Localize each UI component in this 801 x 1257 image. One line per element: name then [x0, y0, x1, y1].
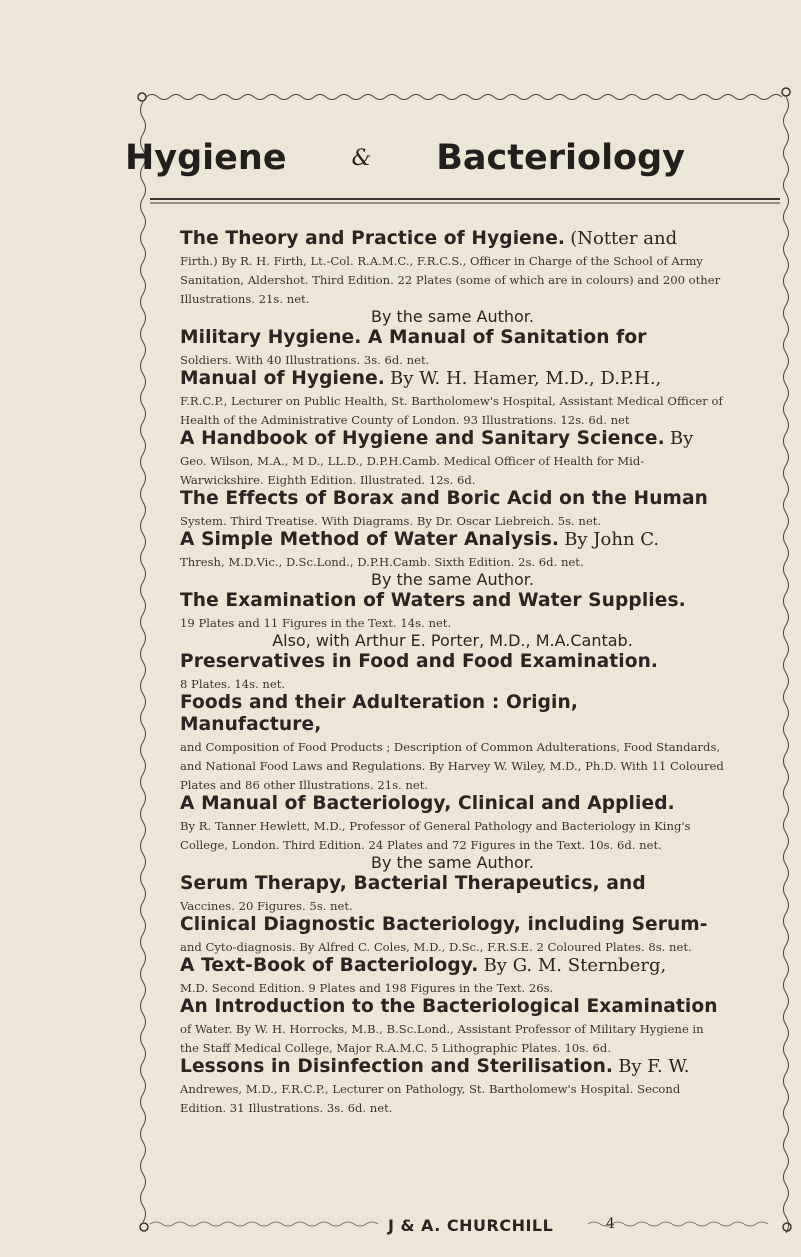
header-hygiene: Hygiene [125, 138, 287, 178]
book-title: A Handbook of Hygiene and Sanitary Science. [180, 428, 665, 449]
book-entry-preservatives-in-food [180, 651, 725, 692]
book-title-tail: By John C. [564, 529, 660, 550]
book-title: An Introduction to the Bacteriological Examination [180, 996, 718, 1017]
ampersand-ornament: & [351, 145, 372, 171]
same-author-note: By the same Author. [370, 853, 534, 872]
book-details: Soldiers. With 40 Illustrations. 3s. 6d. net. [180, 353, 430, 367]
book-title: The Examination of Waters and Water Supplies. [180, 590, 686, 611]
book-entry-manual-bacteriology [180, 793, 725, 853]
book-entry-bacteriological-examination-water [180, 996, 725, 1056]
book-details: By R. Tanner Hewlett, M.D., Professor of General Pathology and Bacteriology in King's College, London. Third Edition. 24 Plates and 72 Figures in the Text. 10s. 6d. net. [180, 819, 691, 852]
book-entry-disinfection-sterilisation [180, 1056, 725, 1116]
same-author-note: By the same Author. [370, 570, 534, 589]
book-entry-theory-practice-hygiene [180, 228, 725, 307]
book-title: A Simple Method of Water Analysis. [180, 529, 560, 550]
book-title: Clinical Diagnostic Bacteriology, including Serum- [180, 914, 708, 935]
book-details: F.R.C.P., Lecturer on Public Health, St. Bartholomew's Hospital, Assistant Medical Officer of Health of the Administrative County of London. 93 Illustrations. 12s. 6d. net [180, 394, 723, 427]
book-title: Military Hygiene. A Manual of Sanitation for [180, 327, 647, 348]
book-title-tail: By [669, 428, 694, 449]
book-title: A Text-Book of Bacteriology. [180, 955, 479, 976]
book-title: Serum Therapy, Bacterial Therapeutics, and [180, 873, 646, 894]
book-entry-handbook-hygiene-sanitary [180, 428, 725, 488]
book-details: 8 Plates. 14s. net. [180, 677, 286, 691]
book-title: A Manual of Bacteriology, Clinical and Applied. [180, 793, 675, 814]
book-entry-water-analysis [180, 529, 725, 570]
book-entry-foods-adulteration [180, 692, 725, 793]
book-title: The Effects of Borax and Boric Acid on the Human [180, 488, 708, 509]
book-entry-clinical-diagnostic-bacteriology [180, 914, 725, 955]
co-author-note: Also, with Arthur E. Porter, M.D., M.A.Cantab. [272, 631, 633, 650]
book-details: Geo. Wilson, M.A., M D., LL.D., D.P.H.Camb. Medical Officer of Health for Mid-Warwickshire. Eighth Edition. Illustrated. 12s. 6d. [180, 454, 645, 487]
book-title: Lessons in Disinfection and Sterilisation. [180, 1056, 614, 1077]
book-entry-text-book-bacteriology [180, 955, 725, 996]
book-details: and Composition of Food Products ; Description of Common Adulterations, Food Standards, and National Food Laws and Regulations. By Harvey W. Wiley, M.D., Ph.D. With 11 Coloured Plates and 86 other Illustrations. 21s. net. [180, 740, 724, 792]
page-number: 4 [606, 1216, 615, 1232]
book-details: of Water. By W. H. Horrocks, M.B., B.Sc.Lond., Assistant Professor of Military Hygiene in the Staff Medical College, Major R.A.M.C. 5 Lithographic Plates. 10s. 6d. [180, 1022, 704, 1055]
book-details: Firth.) By R. H. Firth, Lt.-Col. R.A.M.C., F.R.C.S., Officer in Charge of the School of Army Sanitation, Aldershot. Third Edition. 22 Plates (some of which are in colours) and 200 other Illustrations. 21s. net. [180, 254, 721, 306]
book-entry-examination-of-waters [180, 590, 725, 631]
book-title-tail: By W. H. Hamer, M.D., D.P.H., [390, 368, 662, 389]
book-list [180, 228, 725, 1116]
book-details: M.D. Second Edition. 9 Plates and 198 Figures in the Text. 26s. [180, 981, 554, 995]
book-title-tail: By F. W. [618, 1056, 690, 1077]
book-entry-serum-therapy [180, 873, 725, 914]
book-details: 19 Plates and 11 Figures in the Text. 14s. net. [180, 616, 452, 630]
book-entry-military-hygiene [180, 327, 725, 368]
book-title: Manual of Hygiene. [180, 368, 385, 389]
book-entry-borax-boric-acid [180, 488, 725, 529]
book-entry-manual-of-hygiene [180, 368, 725, 428]
page-header [125, 130, 685, 186]
book-details: and Cyto-diagnosis. By Alfred C. Coles, M.D., D.Sc., F.R.S.E. 2 Coloured Plates. 8s. net. [180, 940, 692, 954]
book-details: Vaccines. 20 Figures. 5s. net. [180, 899, 353, 913]
same-author-note: By the same Author. [370, 307, 534, 326]
book-details: System. Third Treatise. With Diagrams. By Dr. Oscar Liebreich. 5s. net. [180, 514, 602, 528]
publisher-imprint: J & A. CHURCHILL [388, 1216, 554, 1235]
book-details: Andrewes, M.D., F.R.C.P., Lecturer on Pathology, St. Bartholomew's Hospital. Second Edition. 31 Illustrations. 3s. 6d. net. [180, 1082, 681, 1115]
header-bacteriology: Bacteriology [436, 138, 685, 178]
book-title: Foods and their Adulteration : Origin, Manufacture, [180, 692, 578, 735]
book-title-tail: By G. M. Sternberg, [483, 955, 667, 976]
book-title: The Theory and Practice of Hygiene. [180, 228, 566, 249]
book-details: Thresh, M.D.Vic., D.Sc.Lond., D.P.H.Camb. Sixth Edition. 2s. 6d. net. [180, 555, 584, 569]
book-title-tail: (Notter and [570, 228, 678, 249]
book-title: Preservatives in Food and Food Examination. [180, 651, 659, 672]
